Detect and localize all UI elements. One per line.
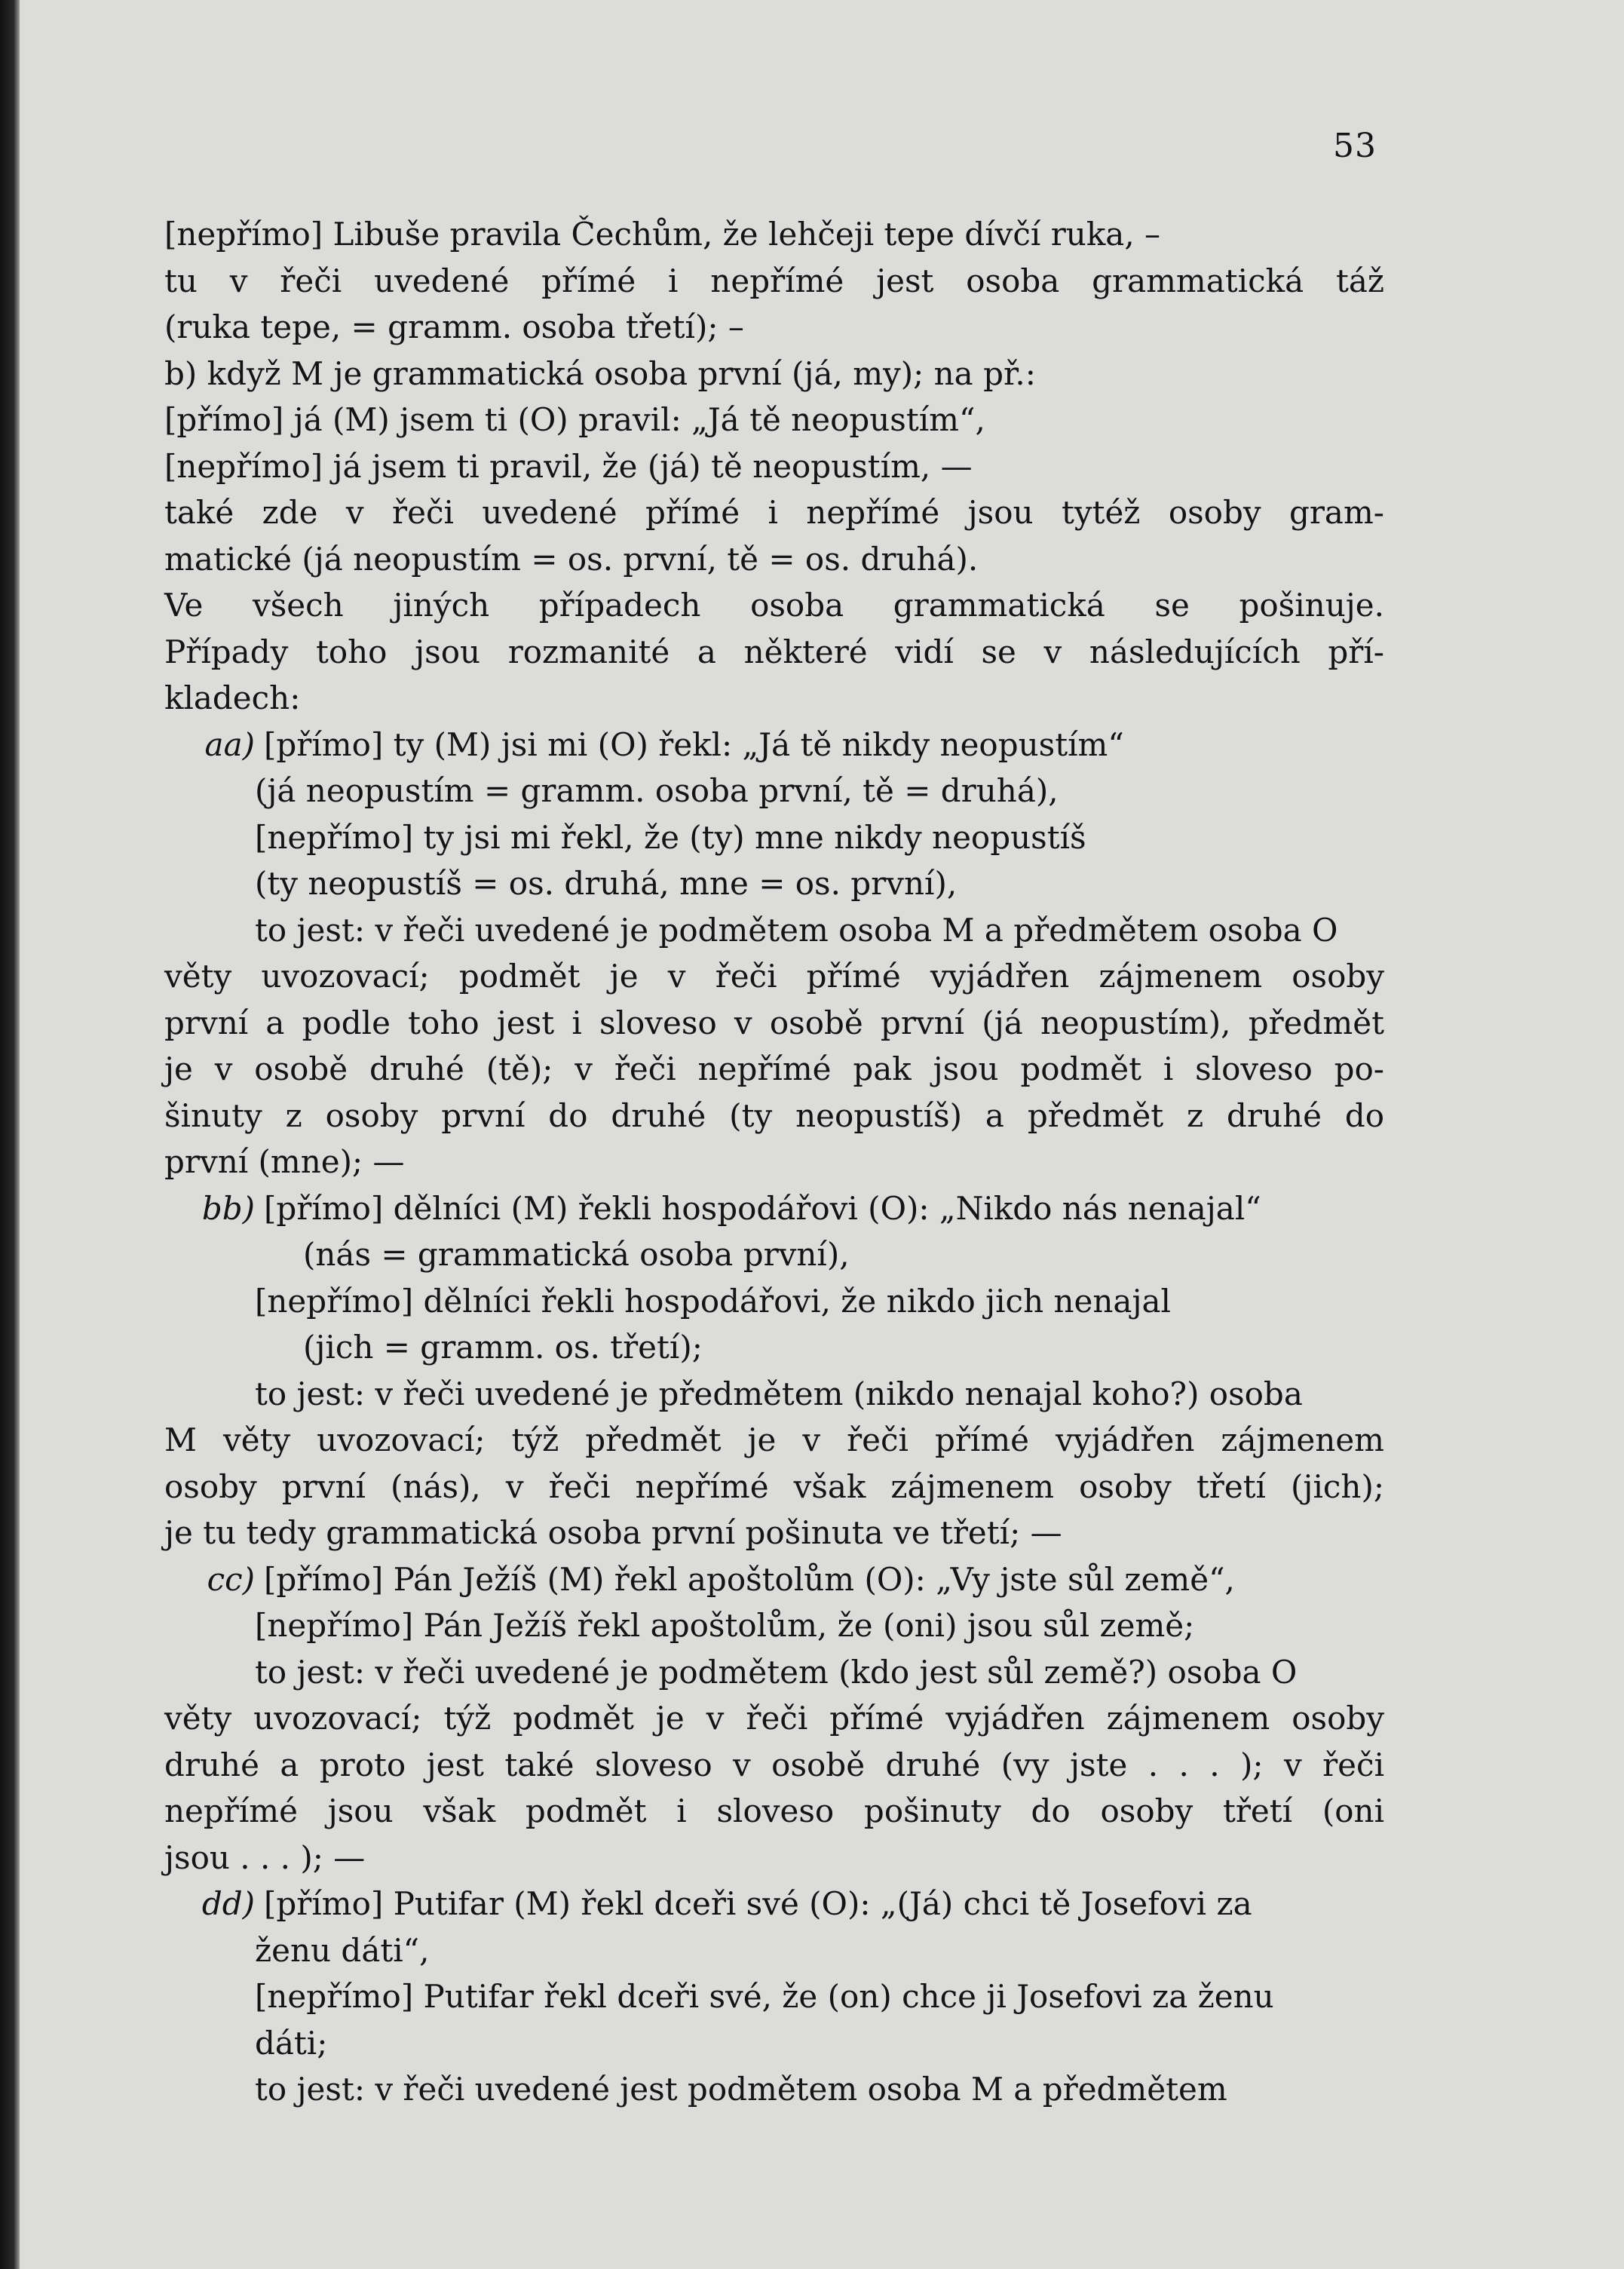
text-line: také zde v řeči uvedené přímé i nepřímé jsou tytéž osoby gram- <box>164 494 1384 531</box>
text-line: [nepřímo] já jsem ti pravil, že (já) tě neopustím, — <box>164 447 973 485</box>
text-line: druhé a proto jest také sloveso v osobě druhé (vy jste . . . ); v řeči <box>164 1746 1384 1783</box>
text-line: první a podle toho jest i sloveso v osobě první (já neopustím), předmět <box>164 1004 1384 1041</box>
text-line: první (mne); — <box>164 1143 405 1180</box>
text-line: [přímo] Putifar (M) řekl dceři své (O): „(Já) chci tě Josefovi za <box>264 1885 1252 1922</box>
text-line: [nepřímo] Pán Ježíš řekl apoštolům, že (oni) jsou sůl země; <box>255 1607 1195 1644</box>
text-line: [přímo] ty (M) jsi mi (O) řekl: „Já tě nikdy neopustím“ <box>264 725 1124 763</box>
text-line: (já neopustím = gramm. osoba první, tě = druhá), <box>255 772 1059 809</box>
text-line: Případy toho jsou rozmanité a některé vidí se v následujících pří- <box>164 633 1384 670</box>
text-line: tu v řeči uvedené přímé i nepřímé jest osoba grammatická táž <box>164 262 1384 299</box>
example-aa-line <box>164 722 1384 768</box>
example-bb-line <box>164 1185 1384 1232</box>
text-line: dáti; <box>255 2024 328 2062</box>
book-binding-edge <box>0 0 20 2269</box>
text-line: [přímo] Pán Ježíš (M) řekl apoštolům (O): „Vy jste sůl země“, <box>264 1560 1235 1598</box>
text-line: [přímo] dělníci (M) řekli hospodářovi (O): „Nikdo nás nenajal“ <box>264 1189 1261 1227</box>
text-line: (nás = grammatická osoba první), <box>303 1236 850 1273</box>
text-line: osoby první (nás), v řeči nepřímé však zájmenem osoby třetí (jich); <box>164 1467 1384 1505</box>
text-line: to jest: v řeči uvedené je podmětem (kdo jest sůl země?) osoba O <box>255 1653 1298 1691</box>
example-label-dd: dd) <box>201 1885 255 1922</box>
example-label-bb: bb) <box>201 1189 255 1227</box>
text-line: je tu tedy grammatická osoba první pošinuta ve třetí; — <box>164 1514 1062 1551</box>
example-cc-line <box>164 1556 1384 1603</box>
text-line: [nepřímo] dělníci řekli hospodářovi, že nikdo jich nenajal <box>255 1282 1171 1320</box>
text-line: jsou . . . ); — <box>164 1838 366 1876</box>
text-line: šinuty z osoby první do druhé (ty neopustíš) a předmět z druhé do <box>164 1096 1384 1134</box>
text-line: věty uvozovací; týž podmět je v řeči přímé vyjádřen zájmenem osoby <box>164 1700 1384 1737</box>
text-line: to jest: v řeči uvedené je podmětem osoba M a předmětem osoba O <box>255 911 1338 949</box>
text-line: [přímo] já (M) jsem ti (O) pravil: „Já tě neopustím“, <box>164 401 985 438</box>
text-line: Ve všech jiných případech osoba grammatická se pošinuje. <box>164 587 1384 624</box>
text-line: M věty uvozovací; týž předmět je v řeči přímé vyjádřen zájmenem <box>164 1421 1384 1458</box>
text-line: (jich = gramm. os. třetí); <box>303 1329 703 1366</box>
text-line: to jest: v řeči uvedené je předmětem (nikdo nenajal koho?) osoba <box>255 1375 1303 1412</box>
text-line: [nepřímo] Putifar řekl dceři své, že (on) chce ji Josefovi za ženu <box>255 1978 1274 2015</box>
text-line: to jest: v řeči uvedené jest podmětem osoba M a předmětem <box>255 2071 1227 2108</box>
text-line: [nepřímo] ty jsi mi řekl, že (ty) mne nikdy neopustíš <box>255 818 1086 856</box>
example-label-cc: cc) <box>207 1560 255 1598</box>
text-line: (ty neopustíš = os. druhá, mne = os. první), <box>255 865 958 902</box>
example-label-aa: aa) <box>204 725 255 763</box>
text-line: (ruka tepe, = gramm. osoba třetí); – <box>164 308 744 345</box>
body-text <box>164 211 1384 2113</box>
text-line: b) když M je grammatická osoba první (já, my); na př.: <box>164 354 1036 392</box>
example-dd-line <box>164 1881 1384 1927</box>
text-line: matické (já neopustím = os. první, tě = os. druhá). <box>164 540 979 578</box>
page-number: 53 <box>1333 127 1377 165</box>
text-line: kladech: <box>164 679 301 716</box>
text-line: [nepřímo] Libuše pravila Čechům, že lehčeji tepe dívčí ruka, – <box>164 216 1161 253</box>
text-line: ženu dáti“, <box>255 1931 430 1969</box>
text-line: věty uvozovací; podmět je v řeči přímé vyjádřen zájmenem osoby <box>164 958 1384 995</box>
text-line: je v osobě druhé (tě); v řeči nepřímé pak jsou podmět i sloveso po- <box>164 1050 1384 1087</box>
text-line: nepřímé jsou však podmět i sloveso pošinuty do osoby třetí (oni <box>164 1792 1384 1829</box>
